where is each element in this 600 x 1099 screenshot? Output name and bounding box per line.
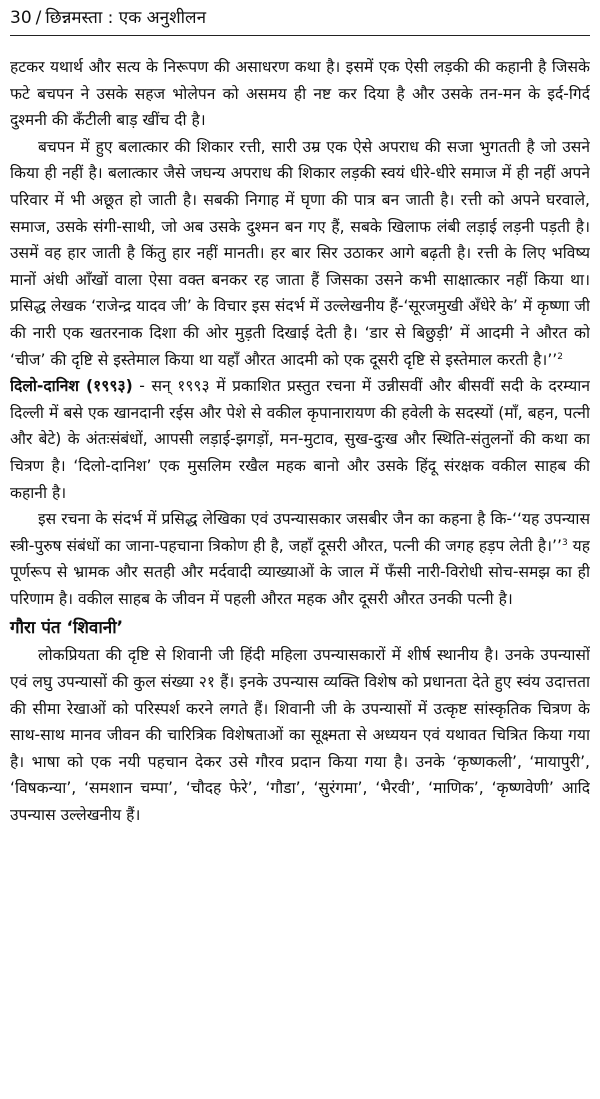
paragraph-text: बचपन में हुए बलात्कार की शिकार रत्ती, सारी उम्र एक ऐसे अपराध की सजा भुगतती है जो उसने किया ही नहीं है। बलात्कार जैसे जघन्य अपराध की शिकार लड़की स्वयं धीरे-धीरे समाज में ही नहीं अपने परिवार में भी अछूत हो जाती है। सबकी निगाह में घृणा की पात्र बन जाती है। रत्ती को अपने घरवाले, समाज, उसके संगी-साथी, जो अब उसके दुश्मन बन गए हैं, सबके खिलाफ लंबी लड़ाई लड़नी पड़ती है। उसमें वह हार जाती है किंतु हार नहीं मानती। हर बार सिर उठाकर आगे बढ़ती है। रत्ती के लिए भविष्य मानों अंधी आँखों वाला ऐसा वक्त बनकर रह जाता हैं जिसका उसने कभी साक्षात्कार नहीं किया था। प्रसिद्ध लेखक ‘राजेन्द्र यादव जी’ के विचार इस संदर्भ में उल्लेखनीय हैं-‘सूरजमुखी अँधेरे के’ में कृष्णा जी की नारी एक खतरनाक दिशा की ओर मुड़ती दिखाई देती है। ‘डार से बिछुड़ी’ में आदमी ने औरत को ‘चीज’ की दृष्टि से इस्तेमाल किया था यहाँ औरत आदमी को एक दूसरी दृष्टि से इस्तेमाल करती है।’’	[10, 137, 590, 369]
header-separator: /	[35, 8, 42, 28]
paragraph-continuation	[10, 54, 590, 134]
paragraph-dilo-danish	[10, 373, 590, 506]
footnote-marker: 2	[557, 351, 563, 362]
section-title-dilo-danish: दिलो-दानिश (१९९३)	[10, 377, 133, 396]
page-number: 30	[10, 8, 32, 28]
paragraph-shivani	[10, 642, 590, 828]
paragraph-text: - सन् १९९३ में प्रकाशित प्रस्तुत रचना में उन्नीसवीं और बीसवीं सदी के दरम्यान दिल्ली में बसे एक खानदानी रईस और पेशे से वकील कृपानारायण की हवेली के सदस्यों (माँ, बहन, पत्नी और बेटे) के अंतःसंबंधों, आपसी लड़ाई-झगड़ों, मन-मुटाव, सुख-दुःख और स्थिति-संतुलनों की कथा का चित्रण है। ‘दिलो-दानिश’ एक मुसलिम रखैल महक बानो और उसके हिंदू संरक्षक वकील साहब की कहानी है।	[10, 377, 590, 502]
paragraph-text: इस रचना के संदर्भ में प्रसिद्ध लेखिका एवं उपन्यासकार जसबीर जैन का कहना है कि-‘‘यह उपन्यास स्त्री-पुरुष संबंधों का जाना-पहचाना त्रिकोण ही है, जहाँ दूसरी औरत, पत्नी की जगह हड़प लेती है।’’	[10, 510, 590, 555]
paragraph-text: हटकर यथार्थ और सत्य के निरूपण की असाधरण कथा है। इसमें एक ऐसी लड़की की कहानी है जिसके फटे बचपन ने उसके सहज भोलेपन को असमय ही नष्ट कर दिया है और उसके तन-मन के इर्द-गिर्द दुश्मनी की कँटीली बाड़ खींच दी है।	[10, 58, 590, 130]
running-header	[10, 6, 590, 36]
paragraph-ratti	[10, 134, 590, 373]
footnote-marker: 3	[561, 537, 568, 548]
paragraph-jasbir-jain	[10, 506, 590, 612]
book-title: छिन्नमस्ता : एक अनुशीलन	[45, 8, 206, 28]
paragraph-text: लोकप्रियता की दृष्टि से शिवानी जी हिंदी महिला उपन्यासकारों में शीर्ष स्थानीय है। उनके उपन्यासों एवं लघु उपन्यासों की कुल संख्या २१ हैं। इनके उपन्यास व्यक्ति विशेष को प्रधानता देते हुए स्वंय उदात्तता की सीमा रेखाओं को परिस्पर्श करने लगते हैं। शिवानी जी के उपन्यासों में उत्कृष्ट सांस्कृतिक चित्रण के साथ-साथ मानव जीवन की चारित्रिक विशेषताओं का सूक्ष्मता से अध्ययन एवं यथावत चित्रित किया गया है। भाषा को एक नयी पहचान देकर उसे गौरव प्रदान किया गया है। उनके ‘कृष्णकली’, ‘मायापुरी’, ‘विषकन्या’, ‘समशान चम्पा’, ‘चौदह फेरे’, ‘गौडा’, ‘सुरंगमा’, ‘भैरवी’, ‘माणिक’, ‘कृष्णवेणी’ आदि उपन्यास उल्लेखनीय हैं।	[10, 646, 590, 825]
section-heading-gaura-pant: गौरा पंत ‘शिवानी’	[10, 618, 124, 639]
paragraph-text: यह पूर्णरूप से भ्रामक और सतही और मर्दवादी व्याख्याओं के जाल में फँसी नारी-विरोधी सोच-समझ का ही परिणाम है। वकील साहब के जीवन में पहली औरत महक और दूसरी औरत उनकी पत्नी है।	[10, 536, 590, 608]
